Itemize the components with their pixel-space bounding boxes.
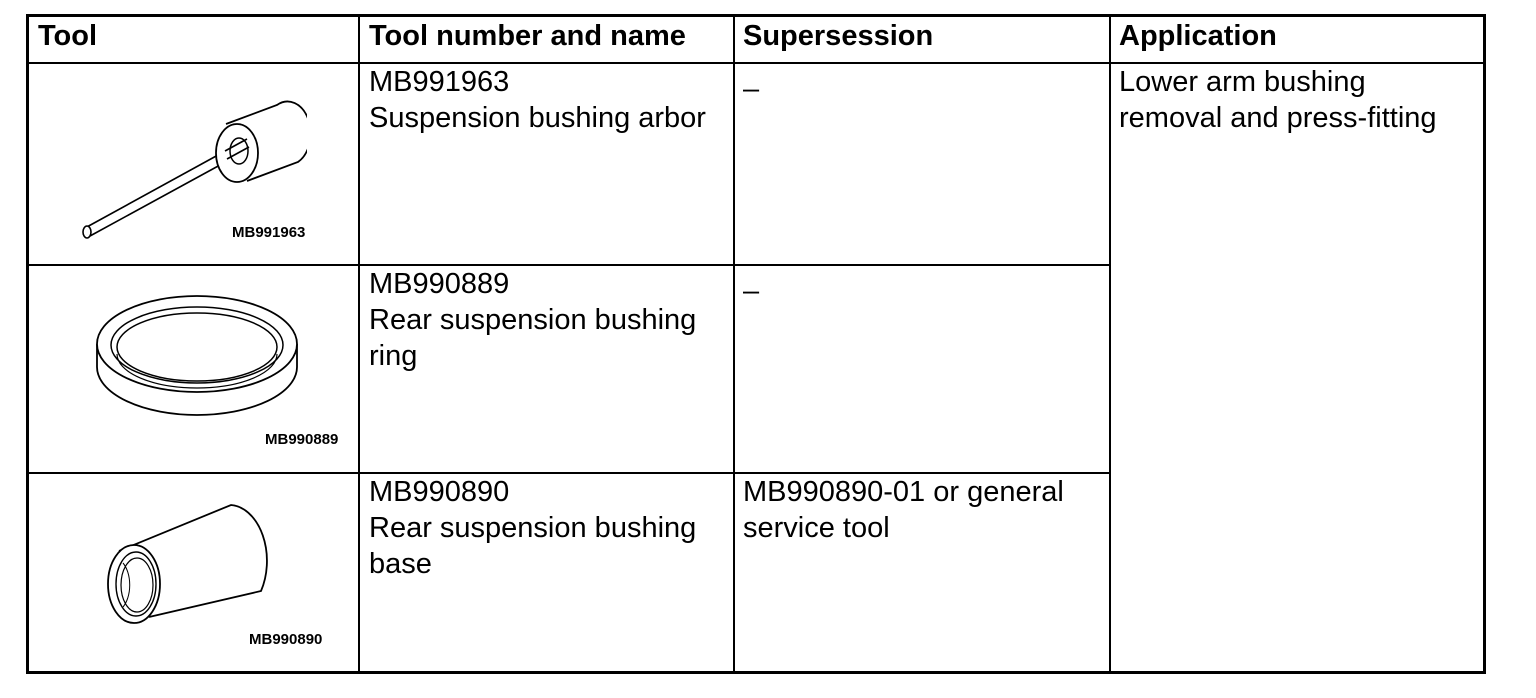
header-application: Application [1119,20,1277,52]
column-divider [1109,17,1111,671]
tool-number-name-cell [369,474,696,582]
column-divider [358,17,360,671]
supersession-value: – [743,275,760,307]
tool-name-line: Rear suspension bushing [369,304,697,336]
supersession-line: MB990890-01 or general [743,476,1064,508]
tool-number: MB991963 [369,66,510,98]
base-tool-illustration [101,487,281,627]
column-divider [733,17,735,671]
tool-number-name-cell [369,64,706,136]
supersession-value: – [743,73,760,105]
tool-image-label: MB990889 [265,431,339,448]
header-tool: Tool [38,20,98,52]
tool-name-line: base [369,548,432,580]
tool-name-line: Rear suspension bushing [369,512,697,544]
application-cell [1119,64,1437,136]
arbor-tool-illustration [77,81,307,241]
tool-image-label: MB991963 [232,224,306,241]
header-tool-number-name: Tool number and name [369,20,686,52]
supersession-line: service tool [743,512,890,544]
tool-number-name-cell [369,266,696,374]
tool-image-label: MB990890 [249,631,323,648]
tool-name-line: Suspension bushing arbor [369,102,706,134]
tool-number: MB990889 [369,268,510,300]
tool-number: MB990890 [369,476,510,508]
application-line: Lower arm bushing [1119,66,1366,98]
tool-name-line: ring [369,340,418,372]
supersession-cell [743,474,1064,546]
application-line: removal and press-fitting [1119,102,1437,134]
header-supersession: Supersession [743,20,934,52]
ring-tool-illustration [89,292,309,432]
special-tools-table [26,14,1486,674]
